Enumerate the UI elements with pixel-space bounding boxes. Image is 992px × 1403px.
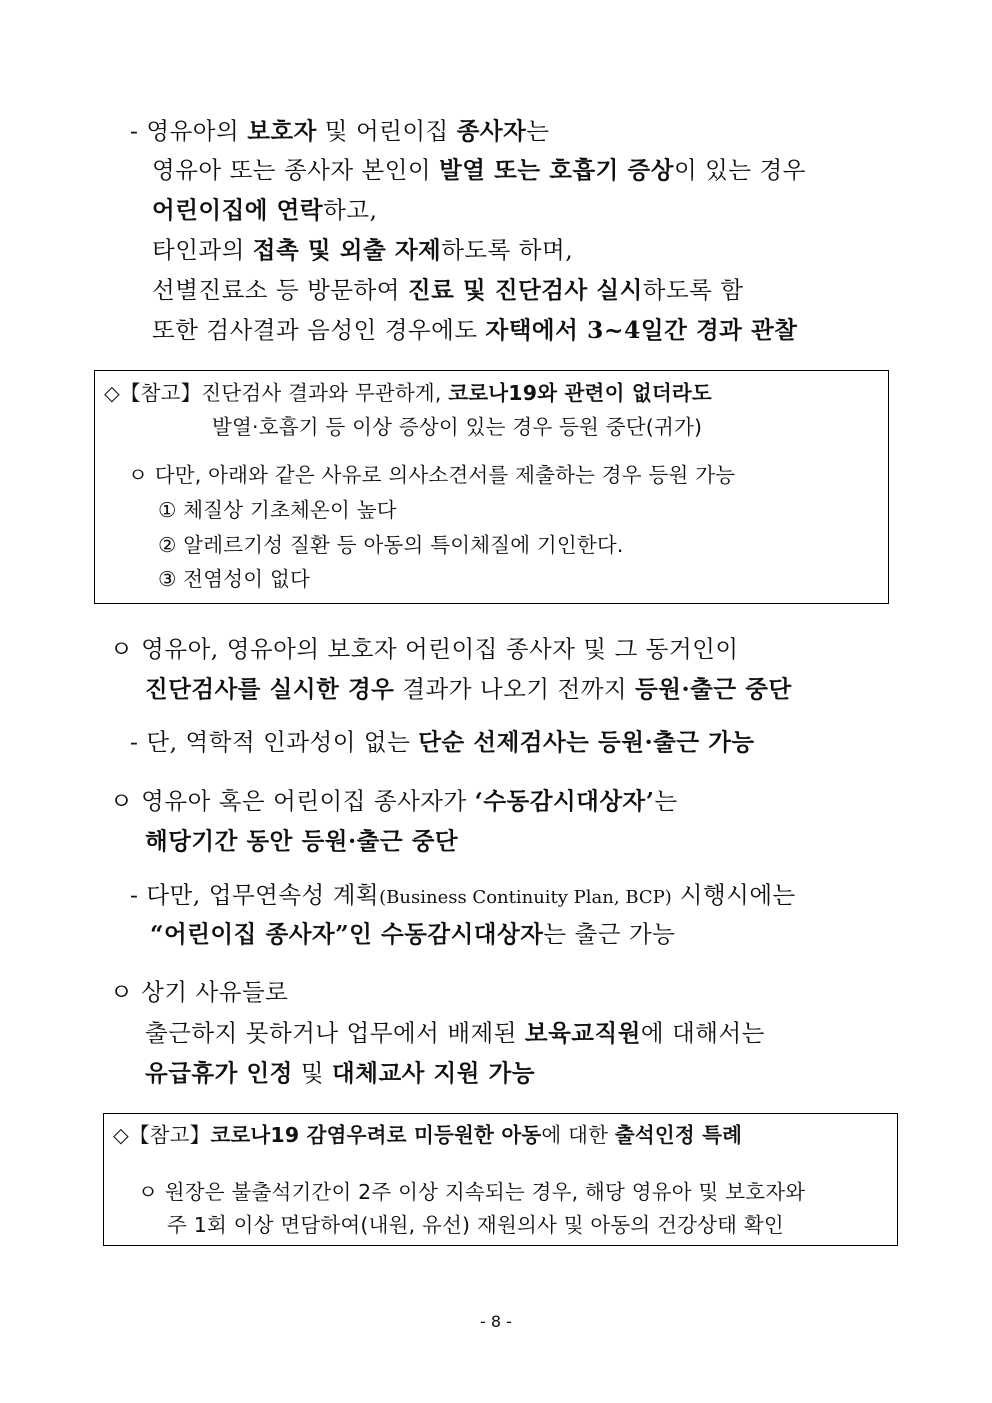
- section1-line4: 타인과의 접촉 및 외출 자제하도록 하며,: [152, 236, 574, 264]
- page-number: - 8 -: [480, 1312, 512, 1331]
- box1-subitem-2: ② 알레르기성 질환 등 아동의 특이체질에 기인한다.: [158, 533, 624, 557]
- section3-line1: ㅇ 영유아 혹은 어린이집 종사자가 ‘수동감시대상자’는: [110, 787, 678, 815]
- box2-heading: ◇【참고】코로나19 감염우려로 미등원한 아동에 대한 출석인정 특례: [113, 1123, 743, 1147]
- box1-subitem-1: ① 체질상 기초체온이 높다: [158, 498, 397, 522]
- section1-line1: - 영유아의 보호자 및 어린이집 종사자는: [130, 117, 550, 145]
- box2-line1: ㅇ 원장은 불출석기간이 2주 이상 지속되는 경우, 해당 영유아 및 보호자와: [138, 1180, 806, 1204]
- section2-line1: ㅇ 영유아, 영유아의 보호자 어린이집 종사자 및 그 동거인이: [110, 635, 739, 663]
- section1-line5: 선별진료소 등 방문하여 진료 및 진단검사 실시하도록 함: [152, 276, 744, 304]
- section4-line3: 유급휴가 인정 및 대체교사 지원 가능: [145, 1059, 536, 1087]
- box1-subitem-3: ③ 전염성이 없다: [158, 567, 311, 591]
- section2-line2: 진단검사를 실시한 경우 결과가 나오기 전까지 등원·출근 중단: [145, 675, 792, 703]
- section3-line2: 해당기간 동안 등원·출근 중단: [145, 827, 459, 855]
- section4-line1: ㅇ 상기 사유들로: [110, 978, 289, 1006]
- section1-line3: 어린이집에 연락하고,: [152, 196, 378, 224]
- box1-heading: ◇【참고】진단검사 결과와 무관하게, 코로나19와 관련이 없더라도: [104, 381, 712, 405]
- section1-line2: 영유아 또는 종사자 본인이 발열 또는 호흡기 증상이 있는 경우: [152, 156, 806, 184]
- section4-line2: 출근하지 못하거나 업무에서 배제된 보육교직원에 대해서는: [145, 1019, 765, 1047]
- section3-line4: “어린이집 종사자”인 수동감시대상자는 출근 가능: [150, 920, 676, 948]
- section2-line3: - 단, 역학적 인과성이 없는 단순 선제검사는 등원·출근 가능: [130, 728, 755, 756]
- section3-line3: - 다만, 업무연속성 계획(Business Continuity Plan, BCP) 시행시에는: [130, 881, 796, 909]
- section1-line6: 또한 검사결과 음성인 경우에도 자택에서 3~4일간 경과 관찰: [152, 316, 798, 344]
- box2-line2: 주 1회 이상 면담하여(내원, 유선) 재원의사 및 아동의 건강상태 확인: [167, 1213, 784, 1237]
- box1-item: ㅇ 다만, 아래와 같은 사유로 의사소견서를 제출하는 경우 등원 가능: [128, 463, 736, 487]
- box1-heading-line2: 발열·호흡기 등 이상 증상이 있는 경우 등원 중단(귀가): [212, 415, 703, 439]
